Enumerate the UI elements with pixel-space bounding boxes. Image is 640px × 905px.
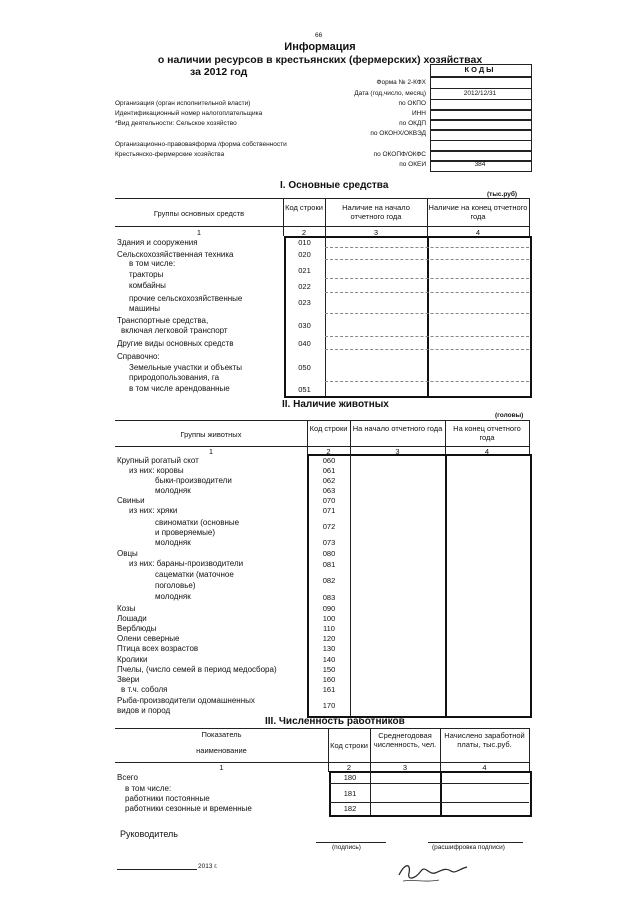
s2-row-081: из них: бараны-производители xyxy=(129,559,244,568)
s2-row-130: Птица всех возрастов xyxy=(117,644,199,653)
s1-row-050: Земельные участки и объекты xyxy=(129,363,243,372)
date-value: 2012/12/31 xyxy=(463,90,497,97)
s2-code-140: 140 xyxy=(322,655,336,664)
s2-row-062: быки-производители xyxy=(155,476,232,485)
s2-code-072: 072 xyxy=(322,522,336,531)
s2-row-060: Крупный рогатый скот xyxy=(117,456,199,465)
s2-code-060: 060 xyxy=(322,456,336,465)
s2-code-071: 071 xyxy=(322,506,336,515)
s1-row-030: включая легковой транспорт xyxy=(121,326,228,335)
section3-col-name: наименование xyxy=(196,746,247,755)
head-label: Руководитель xyxy=(120,829,178,839)
section3-colnum-2: 2 xyxy=(346,763,352,772)
okopf-label: по ОКОПФ/ОКФС xyxy=(373,151,426,158)
s1-code-010: 010 xyxy=(298,238,311,247)
s2-code-073: 073 xyxy=(322,538,336,547)
section1-title: I. Основные средства xyxy=(280,180,389,191)
s2-code-070: 070 xyxy=(322,496,336,505)
section2-col-group: Группы животных xyxy=(180,430,242,439)
s2-code-120: 120 xyxy=(322,634,336,643)
s1-row-022: комбайны xyxy=(129,281,166,290)
s2-row-082b: поголовье) xyxy=(155,581,196,590)
s3-code-182: 182 xyxy=(343,804,357,813)
s2-code-161: 161 xyxy=(322,685,336,694)
section1-colnum-4: 4 xyxy=(475,228,481,237)
s2-code-150: 150 xyxy=(322,665,336,674)
section3-colnum-3: 3 xyxy=(402,763,408,772)
s2-row-072b: и проверяемые) xyxy=(155,528,216,537)
okei-value: 384 xyxy=(474,161,486,168)
page-number: 66 xyxy=(315,32,323,39)
section1-colnum-1: 1 xyxy=(196,228,202,237)
title-sub: о наличии ресурсов в крестьянских (фермерских) хозяйствах xyxy=(157,54,483,66)
section2-colnum-3: 3 xyxy=(395,447,400,456)
section1-col-start: Наличие на начало отчетного года xyxy=(342,203,410,221)
section3-title: III. Численность работников xyxy=(265,716,405,727)
s2-code-110: 110 xyxy=(323,624,335,633)
s1-code-030: 030 xyxy=(298,321,311,330)
year-suffix: 2013 г. xyxy=(198,863,218,870)
section2-unit: (головы) xyxy=(495,412,524,419)
section2-colnum-2: 2 xyxy=(326,447,331,456)
s2-code-100: 100 xyxy=(322,614,336,623)
section1-col-end: Наличие на конец отчетного года xyxy=(428,203,528,221)
s1-row-040: Другие виды основных средств xyxy=(117,339,234,348)
section1-unit: (тыс.руб) xyxy=(487,191,517,198)
s2-row-071: из них: хряки xyxy=(129,506,178,515)
s1-code-050: 050 xyxy=(298,363,311,372)
sign-line xyxy=(316,842,386,843)
form-label: Форма № 2-КФХ xyxy=(376,79,426,86)
s1-code-020: 020 xyxy=(298,250,311,259)
codes-header: КОДЫ xyxy=(464,65,496,74)
s2-row-161: в т.ч. соболя xyxy=(121,685,168,694)
section1-colnum-2: 2 xyxy=(301,228,307,237)
okei-label: по ОКЕИ xyxy=(399,161,426,168)
s2-code-062: 062 xyxy=(322,476,336,485)
s1-code-021: 021 xyxy=(298,266,311,275)
s1-row-051: в том числе арендованные xyxy=(129,384,230,393)
s2-code-130: 130 xyxy=(322,644,336,653)
s1-code-022: 022 xyxy=(298,282,311,291)
s2-row-072: свиноматки (основные xyxy=(155,518,240,527)
s1-row-023: прочие сельскохозяйственные xyxy=(129,294,243,303)
sign-caption: (подпись) xyxy=(332,844,361,851)
s2-row-100: Лошади xyxy=(117,614,147,623)
okonh-label: по ОКОНХ/ОКВЭД xyxy=(370,130,426,137)
section1-data-frame xyxy=(284,236,532,398)
inn-org-label: Идентификационный номер налогоплательщика xyxy=(115,110,263,117)
s2-code-061: 061 xyxy=(322,466,336,475)
section2-colnum-1: 1 xyxy=(208,447,214,456)
s2-row-120: Олени северные xyxy=(117,634,180,643)
s2-row-070: Свиньи xyxy=(117,496,145,505)
s2-row-170b: видов и пород xyxy=(117,706,171,715)
section3-col-code: Код строки xyxy=(330,741,368,750)
s2-row-082: сацематки (маточное xyxy=(155,570,234,579)
s2-row-073: молодняк xyxy=(155,538,191,547)
decode-caption: (расшифровка подписи) xyxy=(432,844,505,851)
s2-row-150: Пчелы, (число семей в период медосбора) xyxy=(117,665,277,674)
s1-row-050b: природопользования, га xyxy=(129,373,220,382)
s1-row-023b: машины xyxy=(129,304,161,313)
s2-code-170: 170 xyxy=(322,701,336,710)
s3-row-181: работники постоянные xyxy=(125,794,210,803)
section3-col-indicator: Показатель xyxy=(201,730,242,739)
s2-row-110: Верблюды xyxy=(117,624,157,633)
activity-label: *Вид деятельности: Сельское хозяйство xyxy=(115,120,237,127)
section3-colnum-1: 1 xyxy=(219,763,224,772)
section3-col-avg: Среднегодовая численность, чел. xyxy=(373,731,437,749)
s2-row-090: Козы xyxy=(117,604,136,613)
legal-value: Крестьянско-фермерские хозяйства xyxy=(115,151,225,158)
s3-code-181: 181 xyxy=(343,789,357,798)
s1-row-021: тракторы xyxy=(129,270,164,279)
s2-code-063: 063 xyxy=(322,486,336,495)
section1-colnum-3: 3 xyxy=(373,228,379,237)
decode-line xyxy=(428,842,523,843)
s1-row-ref: Справочно: xyxy=(117,352,160,361)
s1-code-051: 051 xyxy=(298,385,311,394)
s2-row-061: из них: коровы xyxy=(129,466,184,475)
section2-col-code: Код строки xyxy=(309,424,348,433)
section2-col-start: На начало отчетного года xyxy=(352,424,443,433)
handwritten-signature xyxy=(395,855,475,887)
s3-row-182: работники сезонные и временные xyxy=(125,804,252,813)
s3-code-180: 180 xyxy=(343,773,357,782)
s2-code-090: 090 xyxy=(322,604,336,613)
date-label: Дата (год,число, месяц) xyxy=(354,90,426,97)
org-label: Организация (орган исполнительной власти) xyxy=(115,100,251,107)
okdp-label: по ОКДП xyxy=(399,120,426,127)
s1-row-010: Здания и сооружения xyxy=(117,238,198,247)
section2-col-end: На конец отчетного года xyxy=(453,424,521,442)
inn-label: ИНН xyxy=(411,110,426,117)
s2-code-080: 080 xyxy=(322,549,336,558)
section3-col-salary: Начислено заработной платы, тыс.руб. xyxy=(444,731,525,749)
s1-row-030a: Транспортные средства, xyxy=(117,316,209,325)
section1-col-group: Группы основных средств xyxy=(153,209,245,218)
s1-row-incl: в том числе: xyxy=(129,259,176,268)
s3-row-180: Всего xyxy=(117,773,138,782)
s1-code-040: 040 xyxy=(298,339,311,348)
s1-row-020: Сельскохозяйственная техника xyxy=(117,250,234,259)
s2-row-080: Овцы xyxy=(117,549,138,558)
section1-col-code: Код строки xyxy=(285,203,323,212)
section3-colnum-4: 4 xyxy=(482,763,487,772)
s3-row-incl: в том числе: xyxy=(125,784,172,793)
section2-title: II. Наличие животных xyxy=(282,399,389,410)
s2-row-170: Рыба-производители одомашненных xyxy=(117,696,255,705)
s2-row-063: молодняк xyxy=(155,486,191,495)
s2-code-081: 081 xyxy=(322,560,336,569)
title-year: за 2012 год xyxy=(190,66,248,78)
s2-code-082: 082 xyxy=(322,576,336,585)
s2-code-083: 083 xyxy=(322,593,336,602)
okpo-label: по ОКПО xyxy=(398,100,426,107)
s2-row-160: Звери xyxy=(117,675,140,684)
section2-colnum-4: 4 xyxy=(484,447,490,456)
s2-row-140: Кролики xyxy=(117,655,148,664)
s2-code-160: 160 xyxy=(322,675,336,684)
s1-code-023: 023 xyxy=(298,298,311,307)
legal-label: Организационно-правоваяформа /форма собственности xyxy=(115,141,287,148)
title-main: Информация xyxy=(284,41,356,53)
s2-row-083: молодняк xyxy=(155,592,191,601)
date-line xyxy=(117,869,197,870)
